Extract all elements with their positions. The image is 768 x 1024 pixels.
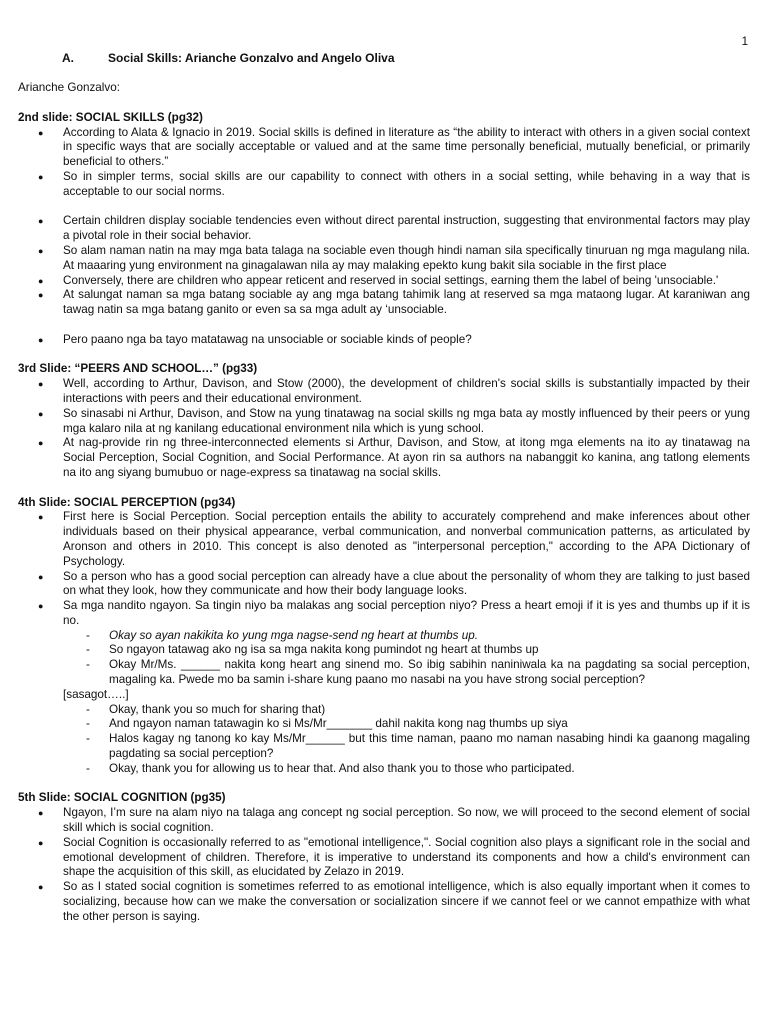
list-item: - So ngayon tatawag ako ng isa sa mga nakita kong pumindot ng heart at thumbs up	[18, 643, 750, 658]
list-item: - Okay, thank you for allowing us to hear that. And also thank you to those who participated.	[18, 762, 750, 777]
list-item: ● Certain children display sociable tendencies even without direct parental instruction, suggesting that environmental factors may play a pivotal role in their social behavior.	[18, 214, 750, 244]
speaker-name: Arianche Gonzalvo:	[18, 81, 120, 94]
list-item: ● Social Cognition is occasionally referred to as "emotional intelligence,". Social cognition also plays a significant role in the social and emotional development of children. Therefore, it is imperative to understand its components and how a child's environment can shape the acquisition of this skill, as elucidated by Zelazo in 2019.	[18, 836, 750, 880]
slide-3-title: 3rd Slide: “PEERS AND SCHOOL…” (pg33)	[18, 362, 258, 376]
italic-line: Okay so ayan nakikita ko yung mga nagse-send ng heart at thumbs up.	[109, 628, 479, 642]
list-item: ● Pero paano nga ba tayo matatawag na unsociable or sociable kinds of people?	[18, 333, 750, 348]
list-item	[18, 629, 750, 644]
section-title: Social Skills: Arianche Gonzalvo and Angelo Oliva	[108, 51, 395, 65]
slide-3-bullets	[18, 377, 750, 481]
list-item: - And ngayon naman tatawagin ko si Ms/Mr_______ dahil nakita kong nag thumbs up siya	[18, 717, 750, 732]
slide-2-title: 2nd slide: SOCIAL SKILLS (pg32)	[18, 110, 203, 124]
list-item: ● Well, according to Arthur, Davison, and Stow (2000), the development of children's social skills is substantially impacted by their interactions with peers and their educational environment.	[18, 377, 750, 407]
list-item: ● So as I stated social cognition is sometimes referred to as emotional intelligence, which is also equally important when it comes to socializing, because how can we make the conversation or socialization sincere if we cannot feel or we cannot empathize with what the other person is saying.	[18, 880, 750, 924]
answer-note: [sasagot…..]	[63, 687, 129, 701]
list-item: ● So in simpler terms, social skills are our capability to connect with others in a social setting, while behaving in a way that is acceptable to our social norms.	[18, 170, 750, 200]
list-item: ● Conversely, there are children who appear reticent and reserved in social settings, earning them the label of being 'unsociable.'	[18, 274, 750, 289]
list-item: ● At nag-provide rin ng three-interconnected elements si Arthur, Davison, and Stow, at itong mga elements na ito ay tinatawag na Social Perception, Social Cognition, and Social Performance. At ayon rin sa authors na nabanggit ko kanina, ang tatlong elements na ito ang siyang bumubuo or nage-express sa tinatawag na social skills.	[18, 436, 750, 480]
list-item: ● So sinasabi ni Arthur, Davison, and Stow na yung tinatawag na social skills ng mga bata ay mostly influenced by their peers or yung mga kalaro nila at ng kanilang educational environment nila which is yung school.	[18, 407, 750, 437]
list-item: ● So a person who has a good social perception can already have a clue about the personality of whom they are talking to just based on what they look, how they communicate and how their body language looks.	[18, 570, 750, 600]
list-item: ● Ngayon, I’m sure na alam niyo na talaga ang concept ng social perception. So now, we will proceed to the second element of social skill which is social cognition.	[18, 806, 750, 836]
list-item: - Okay, thank you so much for sharing that)	[18, 703, 750, 718]
page-number: 1	[741, 36, 748, 48]
list-item: - Okay Mr/Ms. ______ nakita kong heart ang sinend mo. So ibig sabihin naniniwala ka na pagdating sa social perception, magaling ka. Pwede mo ba samin i-share kung paano mo nasabi na you have strong social perception?	[18, 658, 750, 688]
slide-4-dialogue-2	[18, 703, 750, 777]
slide-4-title: 4th Slide: SOCIAL PERCEPTION (pg34)	[18, 495, 236, 509]
list-item: ● Sa mga nandito ngayon. Sa tingin niyo ba malakas ang social perception niyo? Press a heart emoji if it is yes and thumbs up if it is no.	[18, 599, 750, 629]
slide-2-bullets	[18, 126, 750, 348]
list-item: - Halos kagay ng tanong ko kay Ms/Mr______ but this time naman, paano mo naman nasabing hindi ka gaanong magaling pagdating sa social perception?	[18, 732, 750, 762]
list-item: ● First here is Social Perception. Social perception entails the ability to accurately comprehend and make inferences about other individuals based on their physical appearance, verbal communication, and nonverbal communication patterns, as articulated by Aronson and others in 2010. This concept is also denoted as "interpersonal perception," according to the APA Dictionary of Psychology.	[18, 510, 750, 569]
slide-4-dialogue-1	[18, 629, 750, 688]
section-heading	[62, 51, 395, 66]
list-item: ● At salungat naman sa mga batang sociable ay ang mga batang tahimik lang at reserved sa mga mataong lugar. At karaniwan ang tawag natin sa mga batang ganito or even sa sa mga adult ay ‘unsociable.	[18, 288, 750, 318]
section-letter: A.	[62, 51, 74, 65]
document-body	[18, 81, 750, 925]
slide-4-bullets	[18, 510, 750, 628]
list-item: ● According to Alata & Ignacio in 2019. Social skills is defined in literature as “the ability to interact with others in a given social context in specific ways that are socially acceptable or valued and at the same time personally beneficial, mutually beneficial, or primarily beneficial to others.”	[18, 126, 750, 170]
list-item: ● So alam naman natin na may mga bata talaga na sociable even though hindi naman sila specifically tinuruan ng mga magulang nila. At maaaring yung environment na ginagalawan nila ay may malaking epekto kung bakit sila sociable in the first place	[18, 244, 750, 274]
slide-5-bullets	[18, 806, 750, 924]
slide-5-title: 5th Slide: SOCIAL COGNITION (pg35)	[18, 791, 226, 805]
